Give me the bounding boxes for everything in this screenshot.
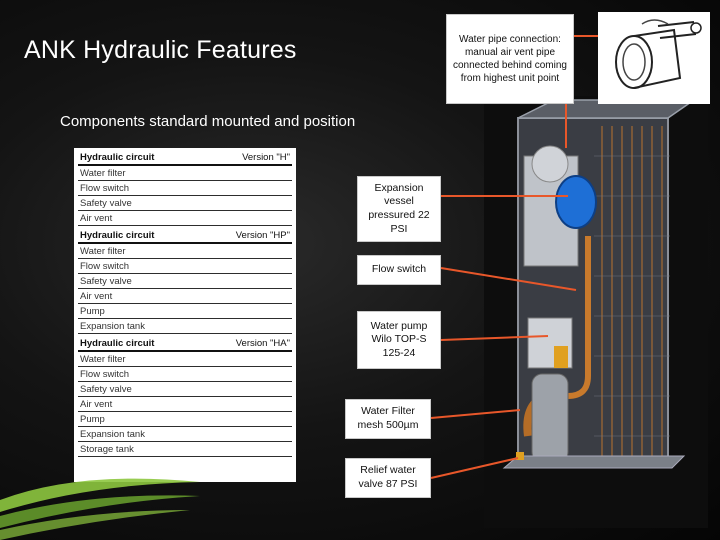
item-label: Flow switch bbox=[80, 182, 130, 194]
table-row bbox=[78, 352, 292, 367]
table-row bbox=[78, 166, 292, 181]
table-row bbox=[78, 382, 292, 397]
table-row bbox=[78, 196, 292, 211]
slide-title: ANK Hydraulic Features bbox=[24, 36, 297, 64]
callout-flow-switch: Flow switch bbox=[357, 255, 441, 285]
fitting-illustration bbox=[598, 12, 710, 104]
heat-pump-unit-image bbox=[484, 96, 708, 528]
callout-pipe-connection: Water pipe connection: manual air vent pipe connected behind coming from highest unit point bbox=[446, 14, 574, 104]
table-row bbox=[78, 211, 292, 226]
table-row bbox=[78, 274, 292, 289]
item-label: Water filter bbox=[80, 353, 126, 365]
table-row bbox=[78, 367, 292, 382]
relief-valve-shape bbox=[516, 452, 524, 460]
heat-pump-illustration bbox=[484, 96, 708, 528]
callout-water-filter: Water Filter mesh 500µm bbox=[345, 399, 431, 439]
table-row bbox=[78, 289, 292, 304]
callout-water-pump: Water pump Wilo TOP-S 125-24 bbox=[357, 311, 441, 369]
item-label: Safety valve bbox=[80, 383, 132, 395]
storage-tank-shape bbox=[532, 374, 568, 462]
table-header-row bbox=[78, 229, 292, 244]
item-label: Storage tank bbox=[80, 443, 134, 455]
item-label: Water filter bbox=[80, 245, 126, 257]
callout-expansion-vessel: Expansion vessel pressured 22 PSI bbox=[357, 176, 441, 242]
table-row bbox=[78, 397, 292, 412]
item-label: Air vent bbox=[80, 290, 113, 302]
table-row bbox=[78, 181, 292, 196]
group-title: Hydraulic circuit bbox=[80, 230, 155, 241]
table-row bbox=[78, 259, 292, 274]
table-row bbox=[78, 244, 292, 259]
item-label: Air vent bbox=[80, 212, 113, 224]
table-row bbox=[78, 319, 292, 334]
item-label: Pump bbox=[80, 305, 105, 317]
pipe-fitting-sketch bbox=[598, 12, 710, 104]
brand-swoosh-logo bbox=[0, 430, 200, 540]
item-label: Safety valve bbox=[80, 275, 132, 287]
table-row bbox=[78, 304, 292, 319]
item-label: Expansion tank bbox=[80, 428, 145, 440]
item-label: Pump bbox=[80, 413, 105, 425]
group-version: Version "HP" bbox=[235, 230, 290, 241]
group-title: Hydraulic circuit bbox=[80, 338, 155, 349]
item-label: Flow switch bbox=[80, 260, 130, 272]
item-label: Flow switch bbox=[80, 368, 130, 380]
item-label: Water filter bbox=[80, 167, 126, 179]
slide-subtitle: Components standard mounted and position bbox=[60, 113, 356, 130]
pump-label bbox=[554, 346, 568, 368]
item-label: Safety valve bbox=[80, 197, 132, 209]
group-title: Hydraulic circuit bbox=[80, 152, 155, 163]
item-label: Expansion tank bbox=[80, 320, 145, 332]
table-header-row bbox=[78, 337, 292, 352]
table-header-row bbox=[78, 151, 292, 166]
item-label: Air vent bbox=[80, 398, 113, 410]
table-group-hp bbox=[78, 229, 292, 334]
unit-base bbox=[504, 456, 684, 468]
fan-motor bbox=[532, 146, 568, 182]
group-version: Version "HA" bbox=[235, 338, 290, 349]
callout-relief-valve: Relief water valve 87 PSI bbox=[345, 458, 431, 498]
table-group-h bbox=[78, 151, 292, 226]
expansion-vessel-shape bbox=[556, 176, 596, 228]
group-version: Version "H" bbox=[242, 152, 290, 163]
table-row bbox=[78, 412, 292, 427]
